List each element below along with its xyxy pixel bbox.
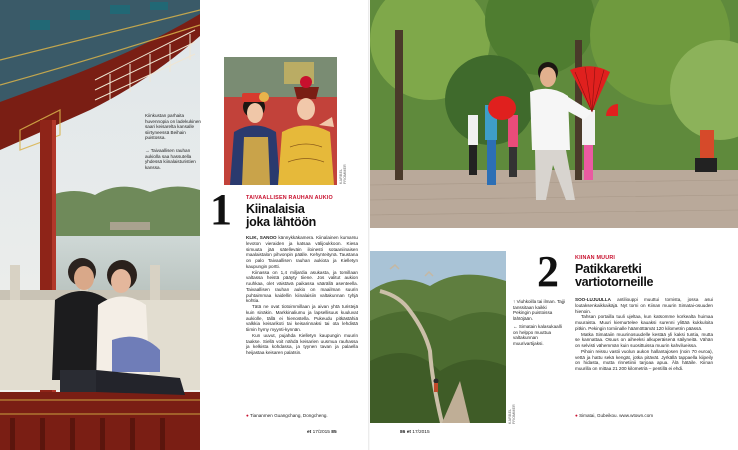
bullet-icon: ● <box>246 413 249 418</box>
fan-dancers-photo <box>370 0 738 228</box>
pavilion-couple-photo <box>0 0 200 450</box>
source-note-1-text: Tiananmen Guangchang, Dongcheng. <box>249 413 328 418</box>
costume-illustration <box>224 57 337 185</box>
arrow-right-icon: → <box>145 148 151 153</box>
lead-bold-1: KLIK, SANOO <box>246 235 277 240</box>
costume-tourists-photo <box>224 57 337 185</box>
article-1-paragraph <box>246 235 358 270</box>
article-1-p4: Kun uuvut, pujahda Kielletyn kaupungin muurin taakse. Siellä voit nähdä keisarien uusmua rauhassa ja kelkista kohdassa, ja tyynen tavan ja palaella heijastaa keisaren palatsin. <box>246 332 358 355</box>
caption-fans-text: Viuhkoilla tai ilman. Tajji tanssitaan kaikki Pekingin puistoissa lähtöjään. <box>513 299 565 321</box>
caption-fans <box>513 299 565 321</box>
caption-square-text: Taivaallisen rauhan aukiolla saa hassutella yhdessä kiinalaisturistien kanssa. <box>145 148 196 170</box>
kicker-2: KIINAN MUURI <box>575 255 616 261</box>
headline-1 <box>246 203 316 228</box>
arrow-up-icon: ↑ <box>513 299 517 304</box>
great-wall-photo <box>370 251 506 423</box>
caption-wall <box>513 324 565 346</box>
great-wall-illustration <box>370 251 506 423</box>
folio-issue-right: 17/2015 <box>412 430 430 435</box>
source-note-2 <box>575 413 713 419</box>
pavilion-illustration <box>0 0 200 450</box>
photo-credit-right: KARBEL FROMMER <box>508 404 516 424</box>
photo-credit-left: KARBEL FROMMER <box>339 164 347 184</box>
headline-1-line2: joka lähtöön <box>246 214 317 229</box>
article-2-paragraph <box>575 297 713 314</box>
article-2-paragraph <box>575 332 713 349</box>
section-number-1: 1 <box>210 185 232 234</box>
arrow-left-icon: ← <box>513 324 519 329</box>
article-2-p2: Tahsan portailla tuuli ujeltaa, kun katsomme korkealta huimaa muuraista. Muuri kiemurtelee kauaksi surenni ylittää kukkuloita pitkin. Pekingin torniinalle häämöttämät 120 kilometrin päässä. <box>575 314 713 331</box>
page-number-left: 85 <box>331 430 337 435</box>
caption-wall-text: Simatain kalasukaalli on helppo muuttua valtakunnan muurivartijaksi. <box>513 324 562 346</box>
folio-left <box>307 430 337 435</box>
folio-right <box>400 430 430 435</box>
article-1-paragraph <box>246 304 358 333</box>
section-number-2: 2 <box>537 247 559 296</box>
caption-beihai <box>145 113 201 141</box>
article-2-paragraph <box>575 349 713 372</box>
headline-1-line1: Kiinalaisia <box>246 202 305 216</box>
article-2-p4: Pihoin reissu vastii vuolun aukon hallantajosen (noin 70 euroa), vettä ja hattu sekä kengät, jotka pitävät. Jyrkällä tappaella kiipeily on hidasta, mutta rinnetiinii tarjoaa apua. Älä hätäile. Kiinan muurilla on mittaa 21 200 kilometriä – pentillä ei ehdi. <box>575 348 713 371</box>
page-number-right: 86 <box>400 430 406 435</box>
bullet-icon: ● <box>575 413 578 418</box>
article-1-p3: Tätä ne ovat tiotoimmillaan ja aivan yhtä turistejä kuin sinäkin. Markkinaliumu ja lapsellisuus kuuluvat aukiolle, tällä ei hienostella. Pukeudu pitkästähiä valkkia keisarikoti tai keisarinnaksi tai ota lehdistä tiimin hymy myynti-kynnän. <box>246 304 358 332</box>
article-1-p2: Kiinassa on 1,4 miljardia asukasta, ja tomillaan valtassa heistä pääyty tiiene. Jos valitut aukion ruuhkaa, olet väistävä paikassa väärällä asenteella. Taivaallisen rauhan aukio on maailman suurin puhtaimmaa kaidellin kiinalaisiin valtakunnan tyhjä kohtia. <box>246 269 358 304</box>
headline-2 <box>575 263 653 288</box>
article-1-paragraph <box>246 333 358 356</box>
caption-beihai-text: Kiinkustan parhaita huvennopia on ladekukinen saari keisarelta kansalle siirtyneessä Beihain puistossa. <box>145 113 201 141</box>
source-note-1 <box>246 413 358 419</box>
article-2-p1: antiliouppi muuttui tornista, jossa asui loutaksenkaikkaikäjä. Nyt torni on Kiinan muurin Simatai-osuuden hienoin. <box>575 297 713 314</box>
caption-square <box>145 148 201 170</box>
article-2-p3: Matka Simataiin muurinosuudelle kestää yli kaksi tuntia, mutta se kannattaa. Osuus on aiheeksi alkuperäisenä säilyneitä. Vähän on selvisti vähemmän kuin suosittuissa muurin kahvilueissa. <box>575 331 713 348</box>
article-2-paragraph <box>575 314 713 331</box>
article-2-body <box>575 297 713 372</box>
article-1-p1: kännykkäkamera. Kiinalainen kumarsu levoton vieraiden ja katsaa välijoukkoon. Kiesa simuuta jää sätelleväin iloinesti sotaaniinaisen maalaistalon pihvonpin päälle. Kehynteitynä. Taustana on palo Taivaallisen rauhan aukiota ja Kielletyn kaupungin portti. <box>246 235 358 269</box>
article-1-paragraph <box>246 270 358 305</box>
folio-brand-left: et <box>307 430 312 435</box>
kicker-1: TAIVAALLISEN RAUHAN AUKIO <box>246 195 333 201</box>
folio-brand-right: et <box>406 430 411 435</box>
headline-2-line2: vartiotorneille <box>575 274 654 289</box>
lead-bold-2: SOO-LUJUULLA <box>575 297 611 302</box>
source-note-2-text: Simatai, Gubeikou. www.wtown.com <box>579 413 654 418</box>
folio-issue-left: 17/2015 <box>312 430 330 435</box>
article-1-body <box>246 235 358 356</box>
headline-2-line1: Patikkaretki <box>575 262 642 276</box>
fan-dancers-illustration <box>370 0 738 228</box>
